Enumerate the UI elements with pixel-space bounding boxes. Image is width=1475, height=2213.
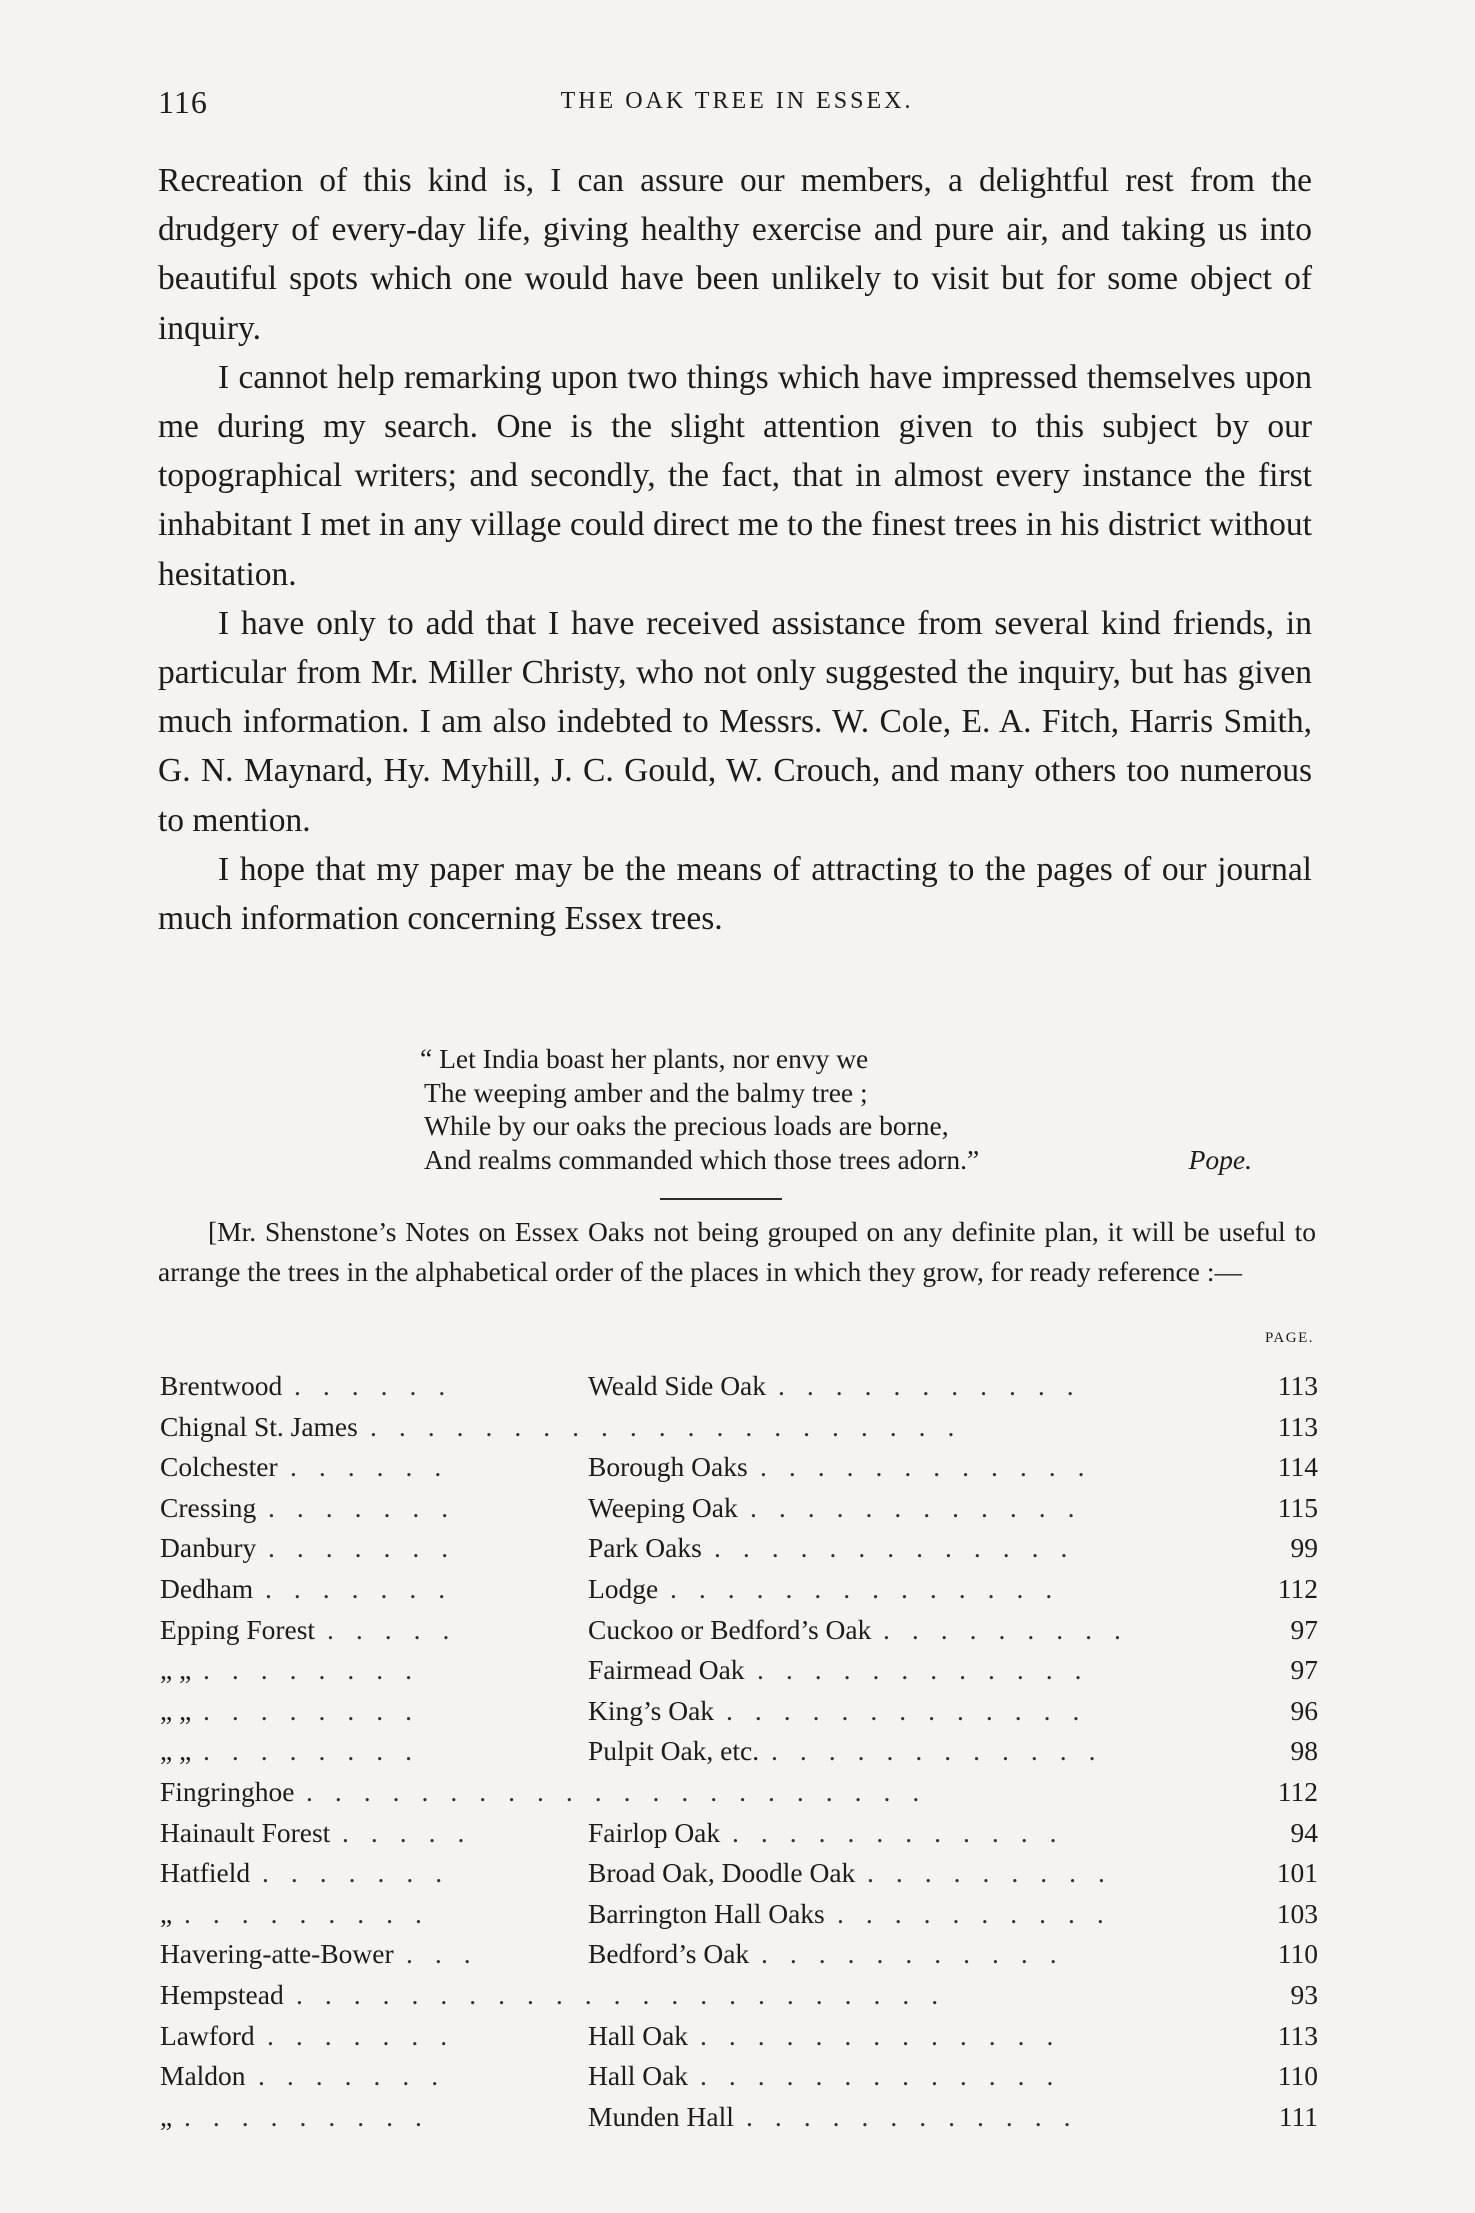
page-column-heading: PAGE.: [1264, 1330, 1314, 1346]
dot-leader: .....: [327, 1613, 472, 1645]
index-place: „ „: [160, 1735, 192, 1767]
dot-leader: ..........: [837, 1897, 1126, 1929]
index-tree: Borough Oaks: [588, 1451, 748, 1483]
index-row: [160, 1735, 1318, 1775]
verse-quotation: [420, 1042, 1262, 1176]
dot-leader: .....: [342, 1816, 487, 1848]
index-row: [160, 1979, 1318, 2019]
dot-leader: ..............: [670, 1573, 1075, 1604]
index-page-number: 110: [1277, 2060, 1318, 2092]
dot-leader: .............: [700, 2019, 1076, 2051]
dot-leader: .......: [267, 2019, 470, 2051]
index-row: [160, 1695, 1318, 1735]
index-page-number: 112: [1277, 1776, 1318, 1807]
index-place: „: [160, 1897, 173, 1929]
dot-leader: ............: [760, 1451, 1107, 1483]
index-tree: Bedford’s Oak: [588, 1938, 750, 1970]
index-page-number: 115: [1277, 1491, 1318, 1523]
index-page-number: 114: [1277, 1451, 1318, 1483]
dot-leader: ......: [294, 1370, 468, 1401]
index-place: Hainault Forest: [160, 1816, 331, 1848]
index-place: „ „: [160, 1654, 192, 1686]
index-row: [160, 1573, 1318, 1613]
page-number: 116: [158, 84, 208, 120]
index-page-number: 112: [1277, 1573, 1318, 1604]
index-place: Fingringhoe: [160, 1776, 295, 1807]
index-tree: Pulpit Oak, etc.: [588, 1735, 760, 1767]
dot-leader: ............: [750, 1491, 1097, 1523]
index-tree: Broad Oak, Doodle Oak: [588, 1857, 856, 1889]
editor-note: [158, 1212, 1316, 1292]
dot-leader: .....................: [370, 1410, 977, 1442]
index-place: Chignal St. James: [160, 1410, 358, 1442]
index-page-number: 99: [1290, 1532, 1318, 1564]
index-row: [160, 2101, 1318, 2141]
index-row: [160, 1817, 1318, 1857]
index-page-number: 98: [1290, 1735, 1318, 1767]
index-row: [160, 1857, 1318, 1897]
index-place: Maldon: [160, 2060, 246, 2092]
index-page-number: 113: [1277, 1370, 1318, 1401]
dot-leader: .............: [726, 1694, 1102, 1726]
index-row: [160, 1776, 1318, 1816]
dot-leader: .......: [265, 1573, 468, 1604]
dot-leader: .........: [184, 2100, 444, 2132]
index-place: Hempstead: [160, 1979, 284, 2010]
dot-leader: ............: [757, 1654, 1104, 1686]
dot-leader: ........: [203, 1735, 434, 1767]
dot-leader: ............: [732, 1816, 1079, 1848]
editor-note-text: [Mr. Shenstone’s Notes on Essex Oaks not being grouped on any definite plan, it will be useful to arrange the trees in the alphabetical order of the places in which they grow, for ready reference :—: [158, 1216, 1316, 1287]
dot-leader: .......: [262, 1857, 465, 1889]
index-page-number: 94: [1290, 1816, 1318, 1848]
dot-leader: ...........: [761, 1938, 1079, 1970]
dot-leader: .........: [184, 1897, 444, 1929]
index-page-number: 113: [1277, 2019, 1318, 2051]
index-tree: Hall Oak: [588, 2060, 689, 2092]
index-tree: Fairmead Oak: [588, 1654, 745, 1686]
dot-leader: ........: [203, 1694, 434, 1726]
index-page-number: 97: [1290, 1613, 1318, 1645]
verse-line-last: [420, 1143, 1262, 1177]
index-tree: Munden Hall: [588, 2100, 734, 2132]
index-place: Dedham: [160, 1573, 254, 1604]
dot-leader: ............: [771, 1735, 1118, 1767]
dot-leader: .........: [867, 1857, 1127, 1889]
index-place: Danbury: [160, 1532, 257, 1564]
dot-leader: ............: [746, 2100, 1093, 2132]
index-tree: King’s Oak: [588, 1694, 715, 1726]
dot-leader: .......: [268, 1532, 471, 1564]
index-page-number: 110: [1277, 1938, 1318, 1970]
dot-leader: ......: [290, 1451, 464, 1483]
paragraph: I cannot help remarking upon two things which have impressed themselves upon me during my search. One is the slight attention given to this subject by our topographical writers; and secondly, the fact, that in almost every instance the first inhabitant I met in any village could direct me to the finest trees in his district without hesitation.: [158, 358, 1312, 593]
verse-line: While by our oaks the precious loads are borne,: [424, 1110, 949, 1141]
index-tree: Barrington Hall Oaks: [588, 1897, 825, 1929]
dot-leader: .............: [714, 1532, 1090, 1564]
paragraph: I hope that my paper may be the means of attracting to the pages of our journal much information concerning Essex trees.: [158, 850, 1312, 938]
index-row: [160, 1938, 1318, 1978]
paragraph: Recreation of this kind is, I can assure our members, a delightful rest from the drudgery of every-day life, giving healthy exercise and pure air, and taking us into beautiful spots which one would have been unlikely to visit but for some object of inquiry.: [158, 162, 1312, 347]
dot-leader: .............: [700, 2060, 1076, 2092]
index-row: [160, 2020, 1318, 2060]
index-place: Hatfield: [160, 1857, 251, 1889]
index-row: [160, 1411, 1318, 1451]
paragraph: I have only to add that I have received assistance from several kind friends, in particular from Mr. Miller Christy, who not only suggested the inquiry, but has given much information. I am also indebted to Messrs. W. Cole, E. A. Fitch, Harris Smith, G. N. Maynard, Hy. Myhill, J. C. Gould, W. Crouch, and many others too numerous to mention.: [158, 604, 1312, 839]
verse-line: “ Let India boast her plants, nor envy we: [420, 1043, 869, 1074]
index-place: „ „: [160, 1694, 192, 1726]
body-text: [158, 156, 1312, 943]
dot-leader: .......: [268, 1491, 471, 1523]
index-row: [160, 2060, 1318, 2100]
dot-leader: ........: [203, 1654, 434, 1686]
index-row: [160, 1370, 1318, 1410]
index-row: [160, 1451, 1318, 1491]
quote-attribution: Pope.: [1188, 1143, 1252, 1175]
index-tree: Cuckoo or Bedford’s Oak: [588, 1613, 872, 1645]
index-place: Lawford: [160, 2019, 255, 2051]
index-place: Colchester: [160, 1451, 278, 1483]
index-row: [160, 1614, 1318, 1654]
verse-line: And realms commanded which those trees adorn.”: [424, 1143, 980, 1175]
index-row: [160, 1654, 1318, 1694]
index-tree: Weald Side Oak: [588, 1370, 767, 1401]
running-head: [158, 84, 1316, 124]
index-tree: Lodge: [588, 1573, 659, 1604]
index-page-number: 97: [1290, 1654, 1318, 1686]
verse-line: The weeping amber and the balmy tree ;: [424, 1076, 868, 1108]
index-tree: Fairlop Oak: [588, 1816, 721, 1848]
index-place: Epping Forest: [160, 1613, 316, 1645]
index-page-number: 93: [1290, 1979, 1318, 2010]
index-page-number: 113: [1277, 1410, 1318, 1442]
section-divider: [660, 1198, 782, 1200]
index-page-number: 96: [1290, 1694, 1318, 1726]
index-tree: Park Oaks: [588, 1532, 702, 1564]
dot-leader: ...........: [778, 1370, 1096, 1401]
index-row: [160, 1532, 1318, 1572]
dot-leader: .......................: [296, 1979, 961, 2010]
index-place: Cressing: [160, 1491, 257, 1523]
index-page-number: 103: [1276, 1897, 1318, 1929]
index-place: Havering-atte-Bower: [160, 1938, 394, 1970]
dot-leader: .........: [883, 1613, 1143, 1645]
dot-leader: ......................: [306, 1776, 942, 1807]
dot-leader: ...: [406, 1938, 493, 1970]
dot-leader: .......: [258, 2060, 461, 2092]
index-row: [160, 1898, 1318, 1938]
running-title: THE OAK TREE IN ESSEX.: [560, 88, 914, 114]
index-page-number: 101: [1276, 1857, 1318, 1889]
index-place: „: [160, 2100, 173, 2132]
index-page-number: 111: [1278, 2100, 1318, 2132]
index-tree: Weeping Oak: [588, 1491, 738, 1523]
index-place: Brentwood: [160, 1370, 283, 1401]
index-tree: Hall Oak: [588, 2019, 689, 2051]
index-row: [160, 1492, 1318, 1532]
